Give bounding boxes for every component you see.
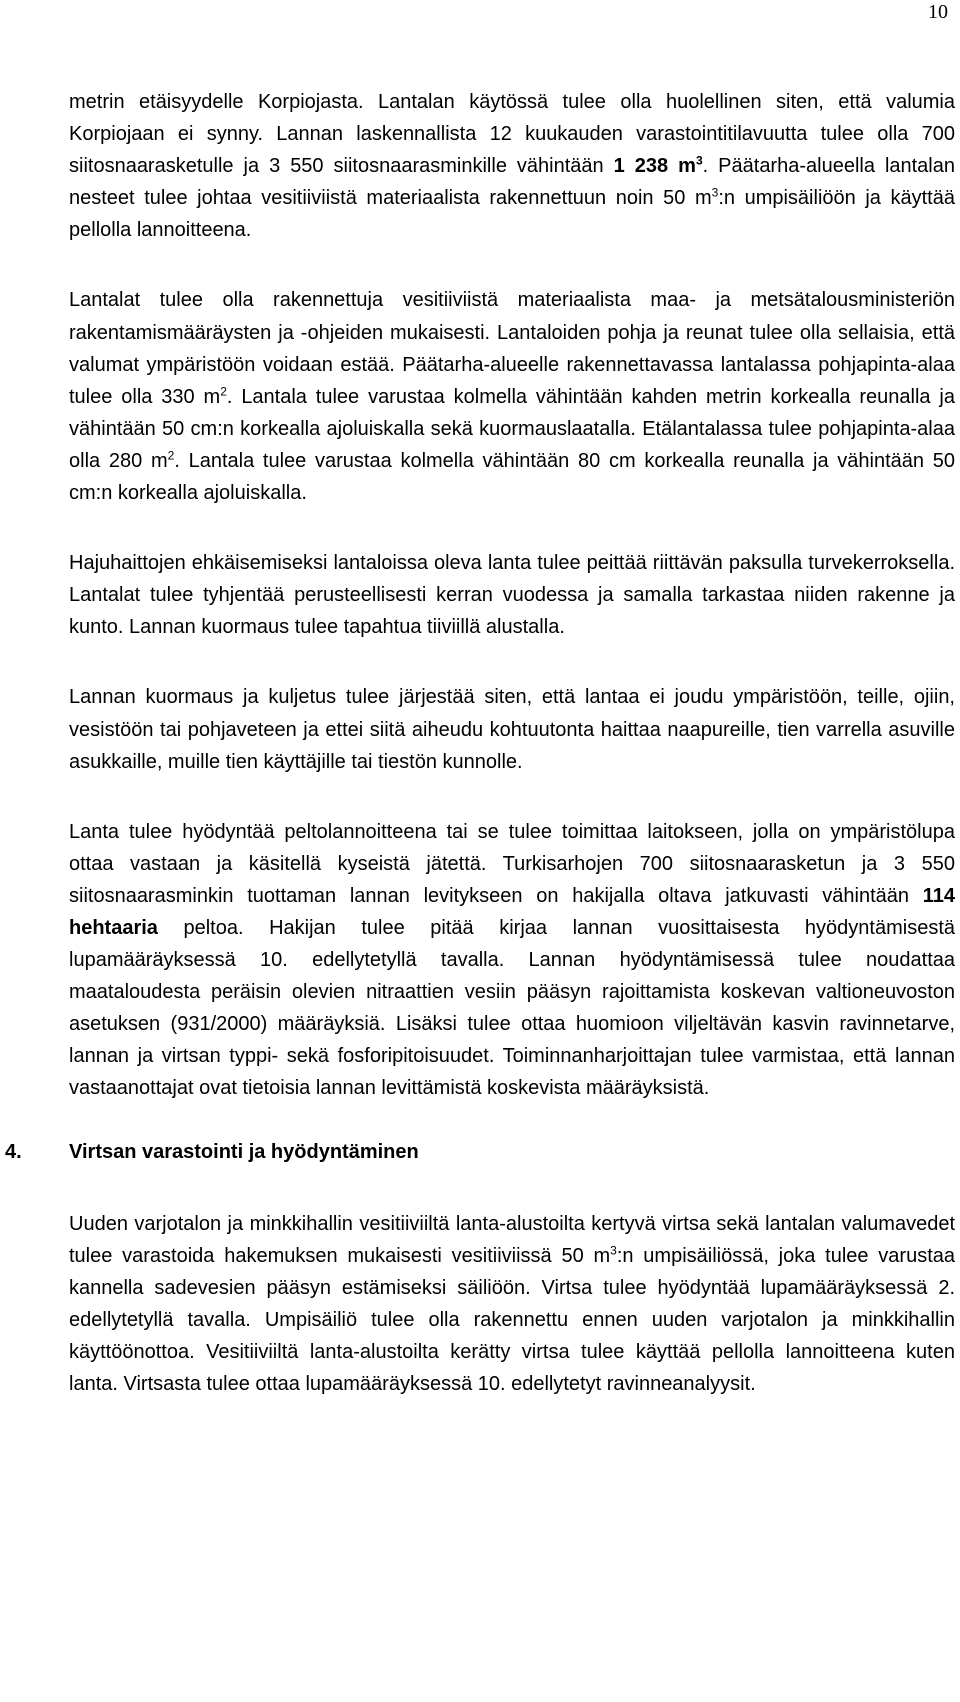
paragraph-loading-transport: Lannan kuormaus ja kuljetus tulee järjestää siten, että lantaa ei joudu ympäristöön, teille, ojiin, vesistöön tai pohjaveteen ja ettei siitä aiheudu kohtuutonta haittaa naapureille, tien varrella asuville asukkaille, muille tien käyttäjille tai tiestön kunnolle. xyxy=(69,686,955,773)
document-body xyxy=(5,86,956,1400)
section-number: 4. xyxy=(5,1140,22,1163)
page-number: 10 xyxy=(928,1,948,23)
p2-sup-1: 2 xyxy=(220,384,227,399)
p1-text-a: metrin etäisyydelle Korpiojasta. Lantalan käytössä tulee olla huolellinen siten, että valumia Korpiojaan ei synny. Lannan laskennallista 12 kuukauden varastointitilavuutta tulee olla 700 siitosnaarasketulle ja 3 550 siitosnaarasminkille vähintään xyxy=(69,91,955,178)
p1-text-b: . Päätarha-alueella lantalan nesteet tulee johtaa vesitiiviistä materiaalista rakennettuun noin 50 m xyxy=(69,155,955,210)
p6-text-a: Uuden varjotalon ja minkkihallin vesitiiviiltä lanta-alustoilta kertyvä virtsa sekä lantalan valumavedet tulee varastoida hakemuksen mukaisesti vesitiiviissä 50 m xyxy=(69,1212,955,1267)
p5-field-area: 114 hehtaaria xyxy=(69,884,955,939)
p1-text-c: :n umpisäiliöön ja käyttää pellolla lannoitteena. xyxy=(69,187,955,242)
p5-text-b: peltoa. Hakijan tulee pitää kirjaa lannan vuosittaisesta hyödyntämisestä lupamääräyksessä 10. edellytetyllä tavalla. Lannan hyödyntämisessä tulee noudattaa maataloudesta peräisin olevien nitraattien vesiin pääsyn rajoittamista koskevan valtioneuvoston asetuksen (931/2000) määräyksiä. Lisäksi tulee ottaa huomioon viljeltävän kasvin ravinnetarve, lannan ja virtsan typpi- sekä fosforipitoisuudet. Toiminnanharjoittajan tulee varmistaa, että lannan vastaanottajat ovat tietoisia lannan levittämistä koskevista määräyksistä. xyxy=(69,916,955,1100)
paragraph-lantala-volume xyxy=(69,86,955,246)
paragraph-manure-utilisation xyxy=(69,816,955,1105)
section-title: Virtsan varastointi ja hyödyntäminen xyxy=(69,1140,419,1163)
p1-required-volume: 1 238 $m^3$ xyxy=(613,153,703,178)
p6-text-b: :n umpisäiliössä, joka tulee varustaa kannella sadevesien pääsyn estämiseksi säiliöön. Virtsa tulee hyödyntää lupamääräyksessä 2. edellytetyllä tavalla. Umpisäiliö tulee olla rakennettu ennen uuden varjotalon ja minkkihallin käyttöönottoa. Vesitiiviiltä lanta-alustoilta kerätty virtsa tulee käyttää pellolla lannoitteena kuten lanta. Virtsasta tulee ottaa lupamääräyksessä 10. edellytetyt ravinneanalyysit. xyxy=(69,1244,956,1395)
p2-text-a: Lantalat tulee olla rakennettuja vesitiiviistä materiaalista maa- ja metsätalousministeriön rakentamismääräysten ja -ohjeiden mukaisesti. Lantaloiden pohja ja reunat tulee olla sellaisia, että valumat ympäristöön voidaan estää. Päätarha-alueelle rakennettavassa lantalassa pohjapinta-alaa tulee olla 330 m xyxy=(69,289,955,408)
paragraph-urine-storage xyxy=(69,1208,955,1401)
p2-text-b: . Lantala tulee varustaa kolmella vähintään kahden metrin korkealla reunalla ja vähintään 50 cm:n korkealla ajoluiskalla sekä kuormauslaatalla. Etälantalassa tulee pohjapinta-alaa olla 280 m xyxy=(69,385,955,472)
p5-text-a: Lanta tulee hyödyntää peltolannoitteena tai se tulee toimittaa laitokseen, jolla on ympäristölupa ottaa vastaan ja käsitellä kyseistä jätettä. Turkisarhojen 700 siitosnaarasketun ja 3 550 siitosnaarasminkin tuottaman lannan levitykseen on hakijalla oltava jatkuvasti vähintään xyxy=(69,820,955,907)
p1-sup: 3 xyxy=(711,185,719,200)
p2-text-c: . Lantala tulee varustaa kolmella vähintään 80 cm korkealla reunalla ja vähintään 50 cm:n korkealla ajoluiskalla. xyxy=(69,449,956,505)
p6-sup: 3 xyxy=(610,1242,617,1257)
paragraph-lantala-construction xyxy=(69,284,955,509)
p2-sup-2: 2 xyxy=(167,448,175,463)
paragraph-odour-prevention: Hajuhaittojen ehkäisemiseksi lantaloissa oleva lanta tulee peittää riittävän paksulla turvekerroksella. Lantalat tulee tyhjentää perusteellisesti kerran vuodessa ja samalla tarkastaa niiden rakenne ja kunto. Lannan kuormaus tulee tapahtua tiiviillä alustalla. xyxy=(69,552,955,639)
section-heading xyxy=(5,1136,955,1168)
